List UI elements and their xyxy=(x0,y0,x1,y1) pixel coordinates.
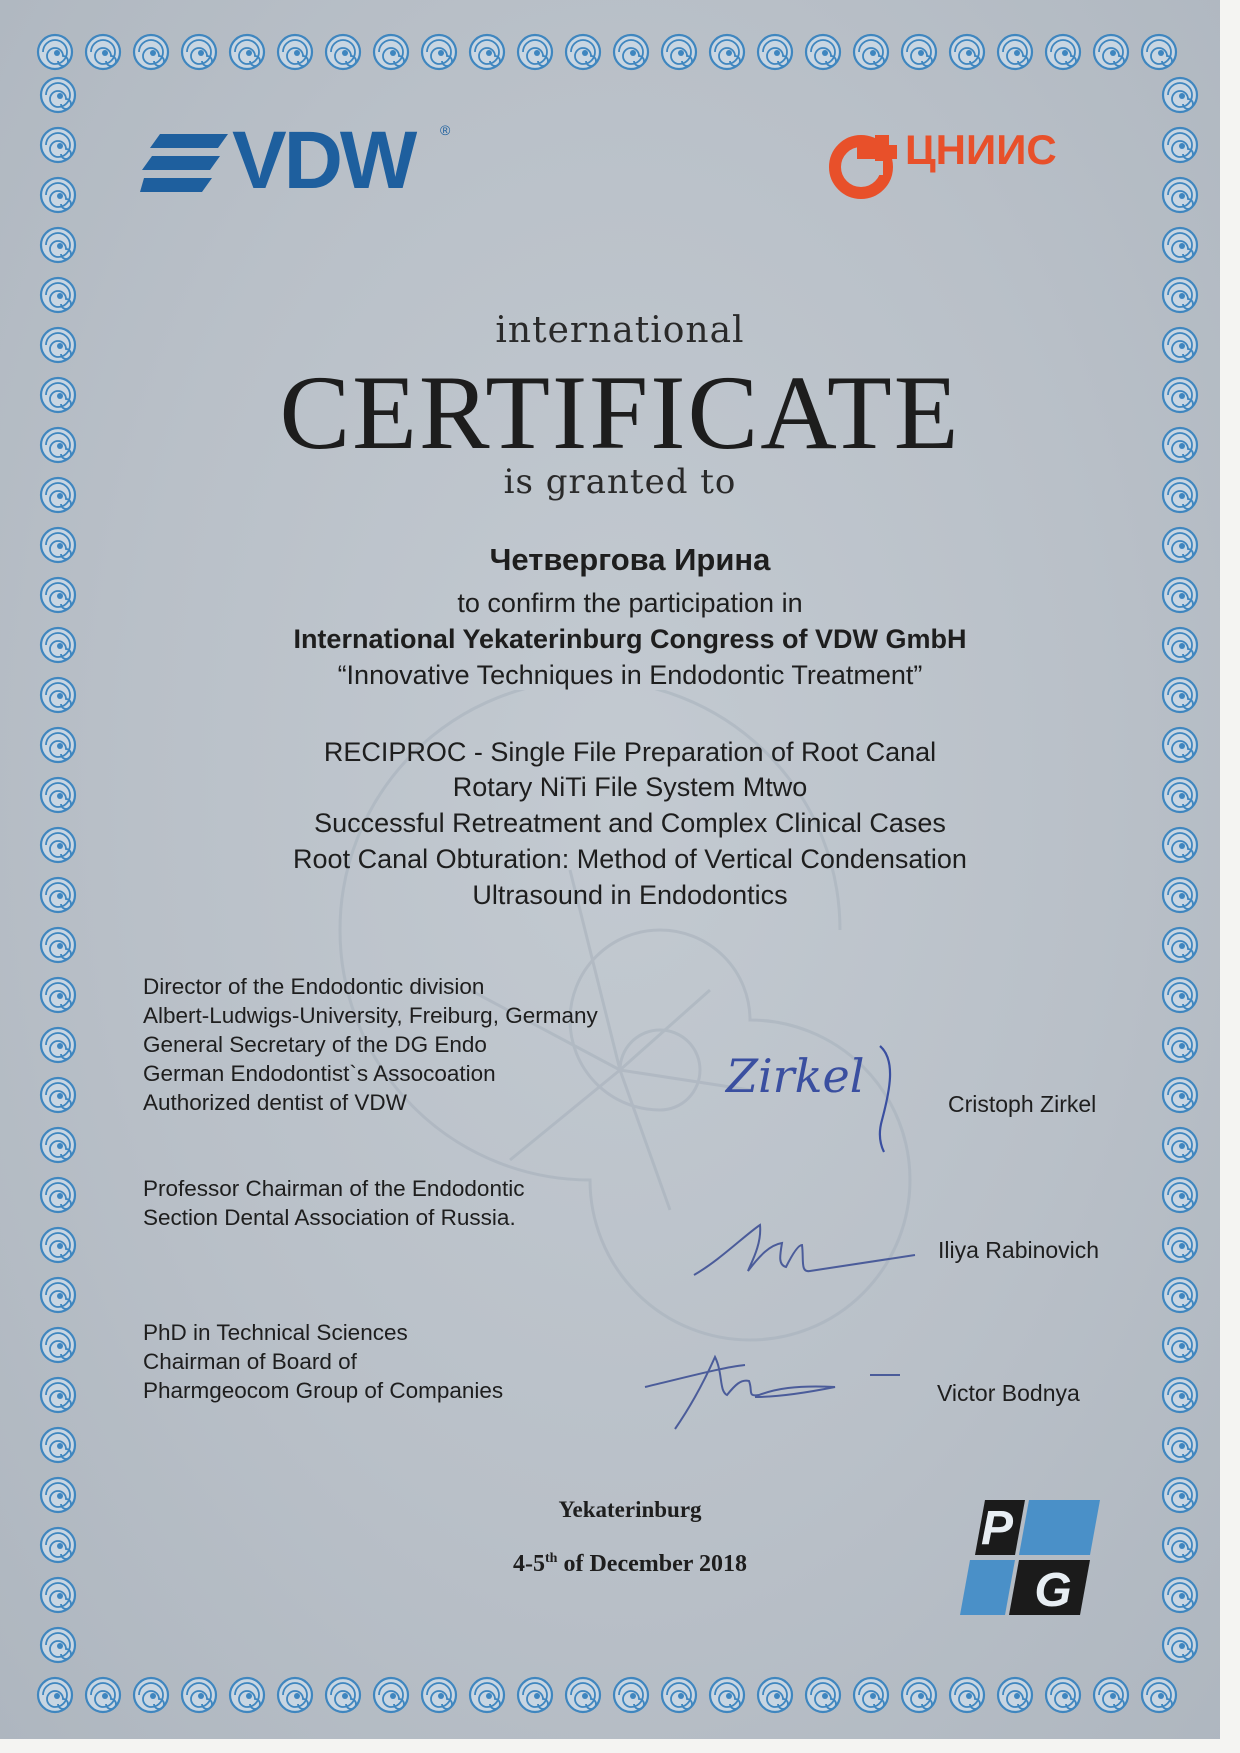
event-city: Yekaterinburg xyxy=(558,1497,702,1522)
ornamental-border-bottom xyxy=(30,1665,1210,1725)
event-date-days: 4-5 xyxy=(513,1551,546,1577)
cniis-emblem-icon xyxy=(825,125,905,205)
signatory-credentials xyxy=(143,1174,524,1232)
ornamental-border-right xyxy=(1150,70,1210,1670)
congress-theme: “Innovative Techniques in Endodontic Treatment” xyxy=(337,660,923,690)
credential-line: Authorized dentist of VDW xyxy=(143,1090,407,1115)
signature-zirkel-text: Zirkel xyxy=(726,1049,865,1103)
signatory-credentials xyxy=(143,972,598,1117)
topic-item: Ultrasound in Endodontics xyxy=(472,880,788,910)
topic-item: Root Canal Obturation: Method of Vertical Condensation xyxy=(293,844,967,874)
credential-line: Albert-Ludwigs-University, Freiburg, Germany xyxy=(143,1003,598,1028)
credential-line: Section Dental Association of Russia. xyxy=(143,1205,516,1230)
credential-line: PhD in Technical Sciences xyxy=(143,1320,408,1345)
credential-line: Chairman of Board of xyxy=(143,1349,357,1374)
vdw-logo-text: VDW xyxy=(232,115,415,206)
credential-line: German Endodontist`s Assocoation xyxy=(143,1061,496,1086)
registered-mark: ® xyxy=(440,122,451,138)
vdw-logo xyxy=(140,115,470,210)
vdw-stripes-icon xyxy=(140,126,230,206)
signatory-name: Victor Bodnya xyxy=(937,1380,1080,1406)
page-edge xyxy=(0,1739,1240,1753)
page-title: CERTIFICATE xyxy=(279,354,961,471)
event-date-month: of December 2018 xyxy=(557,1551,747,1577)
recipient-name: Четвергова Ирина xyxy=(489,542,771,577)
ornamental-border-left xyxy=(28,70,88,1670)
signature-zirkel xyxy=(720,1030,920,1160)
topic-item: Rotary NiTi File System Mtwo xyxy=(452,772,808,802)
participation-intro: to confirm the participation in xyxy=(457,588,803,618)
credential-line: Professor Chairman of the Endodontic xyxy=(143,1176,525,1201)
signatory-credentials xyxy=(143,1318,503,1405)
credential-line: General Secretary of the DG Endo xyxy=(143,1032,487,1057)
title-international: international xyxy=(495,310,745,351)
topic-item: Successful Retreatment and Complex Clinical Cases xyxy=(314,808,946,838)
credential-line: Director of the Endodontic division xyxy=(143,974,485,999)
cniis-logo-text: ЦНИИС xyxy=(905,126,1057,173)
signature-bodnya xyxy=(635,1345,905,1440)
signature-rabinovich xyxy=(690,1215,920,1290)
cniis-logo xyxy=(825,125,1095,210)
signatory-name: Iliya Rabinovich xyxy=(938,1237,1100,1263)
page-edge xyxy=(1220,0,1240,1753)
topic-item: RECIPROC - Single File Preparation of Root Canal xyxy=(323,737,937,767)
event-date-suffix: th xyxy=(545,1551,558,1566)
pg-logo-letter-g: G xyxy=(1034,1564,1072,1615)
signatory-name: Cristoph Zirkel xyxy=(948,1091,1097,1117)
congress-name: International Yekaterinburg Congress of VDW GmbH xyxy=(293,624,967,654)
title-granted-to: is granted to xyxy=(503,462,737,502)
ornamental-border-top xyxy=(30,22,1210,82)
pg-logo-letter-p: P xyxy=(980,1502,1014,1555)
credential-line: Pharmgeocom Group of Companies xyxy=(143,1378,504,1403)
pg-logo xyxy=(945,1500,1105,1615)
event-date xyxy=(430,1551,830,1578)
